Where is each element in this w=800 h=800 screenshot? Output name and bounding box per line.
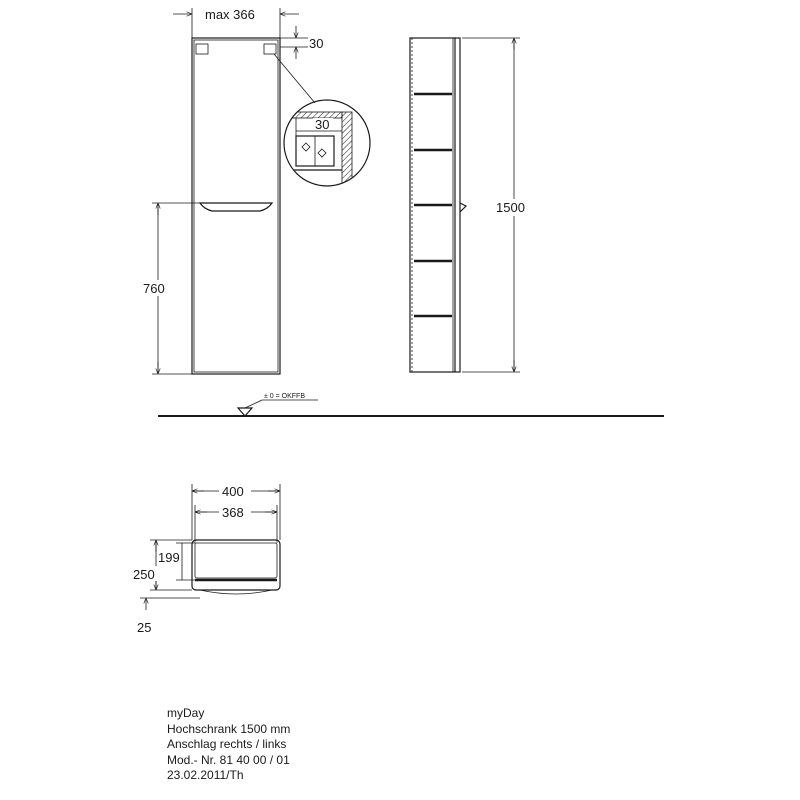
inner-width-label: 368: [222, 505, 244, 520]
outer-depth-label: 250: [133, 567, 155, 582]
product-description: Hochschrank 1500 mm: [167, 721, 291, 736]
hinge-marker-left: [196, 44, 208, 54]
detail-offset-label: 30: [315, 117, 330, 132]
hinge-detail-view: [284, 100, 370, 192]
product-model-number: Mod.- Nr. 81 40 00 / 01: [167, 752, 290, 767]
cabinet-handle: [200, 203, 272, 211]
level-marker-icon: [238, 408, 252, 416]
width-dimension-label: max 366: [205, 7, 255, 22]
handle-depth-label: 25: [137, 620, 152, 635]
product-line-name: myDay: [167, 706, 205, 720]
inner-depth-label: 199: [158, 550, 180, 565]
side-handle: [460, 203, 466, 212]
side-view: [410, 38, 534, 372]
cabinet-front-body: [192, 38, 280, 374]
top-offset-label: 30: [309, 36, 324, 51]
product-info-block: [167, 706, 290, 784]
screw-icon: [302, 143, 326, 157]
floor-reference: [158, 393, 664, 416]
front-view: [140, 7, 323, 374]
handle-height-label: 760: [143, 281, 165, 296]
cabinet-plan-body: [192, 540, 280, 590]
shelf-lines: [414, 94, 452, 316]
product-date: 23.02.2011/Th: [167, 768, 244, 782]
hinge-marker-right: [264, 44, 276, 54]
outer-width-label: 400: [222, 484, 244, 499]
top-view: [131, 483, 280, 635]
product-hinge-option: Anschlag rechts / links: [167, 737, 287, 751]
height-dimension-label: 1500: [496, 200, 525, 215]
floor-reference-label: ± 0 = OKFFB: [264, 393, 305, 400]
